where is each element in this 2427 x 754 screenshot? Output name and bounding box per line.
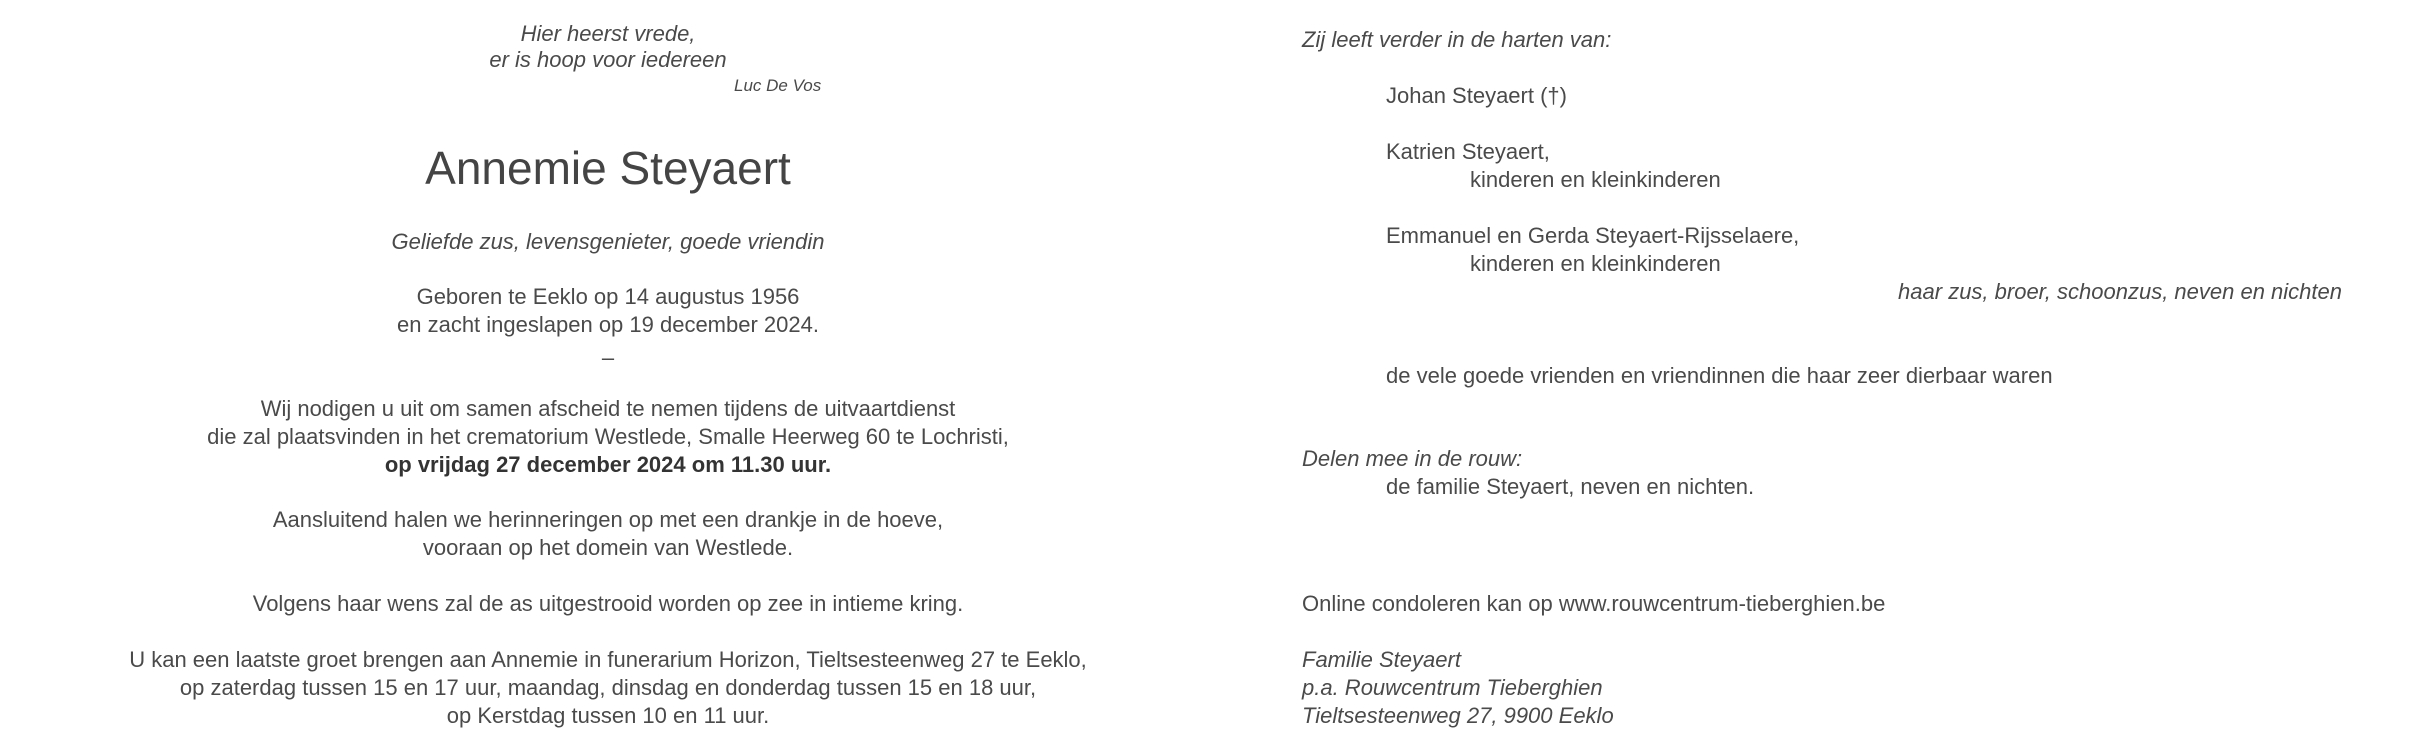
separator: – [601,345,615,370]
address-line-3: Tieltsesteenweg 27, 9900 Eeklo [1302,703,1614,728]
online-condolence: Online condoleren kan op www.rouwcentrum-tieberghien.be [1302,591,1886,616]
share-family: de familie Steyaert, neven en nichten. [1386,474,1755,499]
service-date: op vrijdag 27 december 2024 om 11.30 uur. [384,452,832,477]
relatives-line: haar zus, broer, schoonzus, neven en nichten [1898,279,2342,304]
share-heading: Delen mee in de rouw: [1302,446,1523,471]
visitation-line-3: op Kerstdag tussen 10 en 11 uur. [446,703,770,728]
reception-line-2: vooraan op het domein van Westlede. [422,535,794,560]
reception-line-1: Aansluitend halen we herinneringen op met een drankje in de hoeve, [272,507,944,532]
death-line: en zacht ingeslapen op 19 december 2024. [397,312,819,337]
survivor-katrien-sub: kinderen en kleinkinderen [1470,167,1721,192]
survivor-emmanuel: Emmanuel en Gerda Steyaert-Rijsselaere, [1386,223,1800,248]
ashes-line: Volgens haar wens zal de as uitgestrooid worden op zee in intieme kring. [252,591,964,616]
quote-author: Luc De Vos [734,76,822,95]
address-line-2: p.a. Rouwcentrum Tieberghien [1302,675,1603,700]
lives-on-heading: Zij leeft verder in de harten van: [1302,27,1612,52]
survivor-johan: Johan Steyaert (†) [1386,83,1567,108]
address-line-1: Familie Steyaert [1302,647,1461,672]
friends-line: de vele goede vrienden en vriendinnen die haar zeer dierbaar waren [1386,363,2053,388]
service-line-1: Wij nodigen u uit om samen afscheid te nemen tijdens de uitvaartdienst [260,396,956,421]
survivor-emmanuel-sub: kinderen en kleinkinderen [1470,251,1721,276]
deceased-name: Annemie Steyaert [425,142,791,194]
visitation-line-1: U kan een laatste groet brengen aan Annemie in funerarium Horizon, Tieltsesteenweg 27 te Eeklo, [129,647,1087,672]
visitation-line-2: op zaterdag tussen 15 en 17 uur, maandag, dinsdag en donderdag tussen 15 en 18 uur, [179,675,1037,700]
service-line-2: die zal plaatsvinden in het crematorium Westlede, Smalle Heerweg 60 te Lochristi, [207,424,1009,449]
quote-line-2: er is hoop voor iedereen [489,47,727,72]
birth-line: Geboren te Eeklo op 14 augustus 1956 [416,284,800,309]
tagline: Geliefde zus, levensgenieter, goede vriendin [391,229,825,254]
quote-line-1: Hier heerst vrede, [520,21,696,46]
survivor-katrien: Katrien Steyaert, [1386,139,1550,164]
